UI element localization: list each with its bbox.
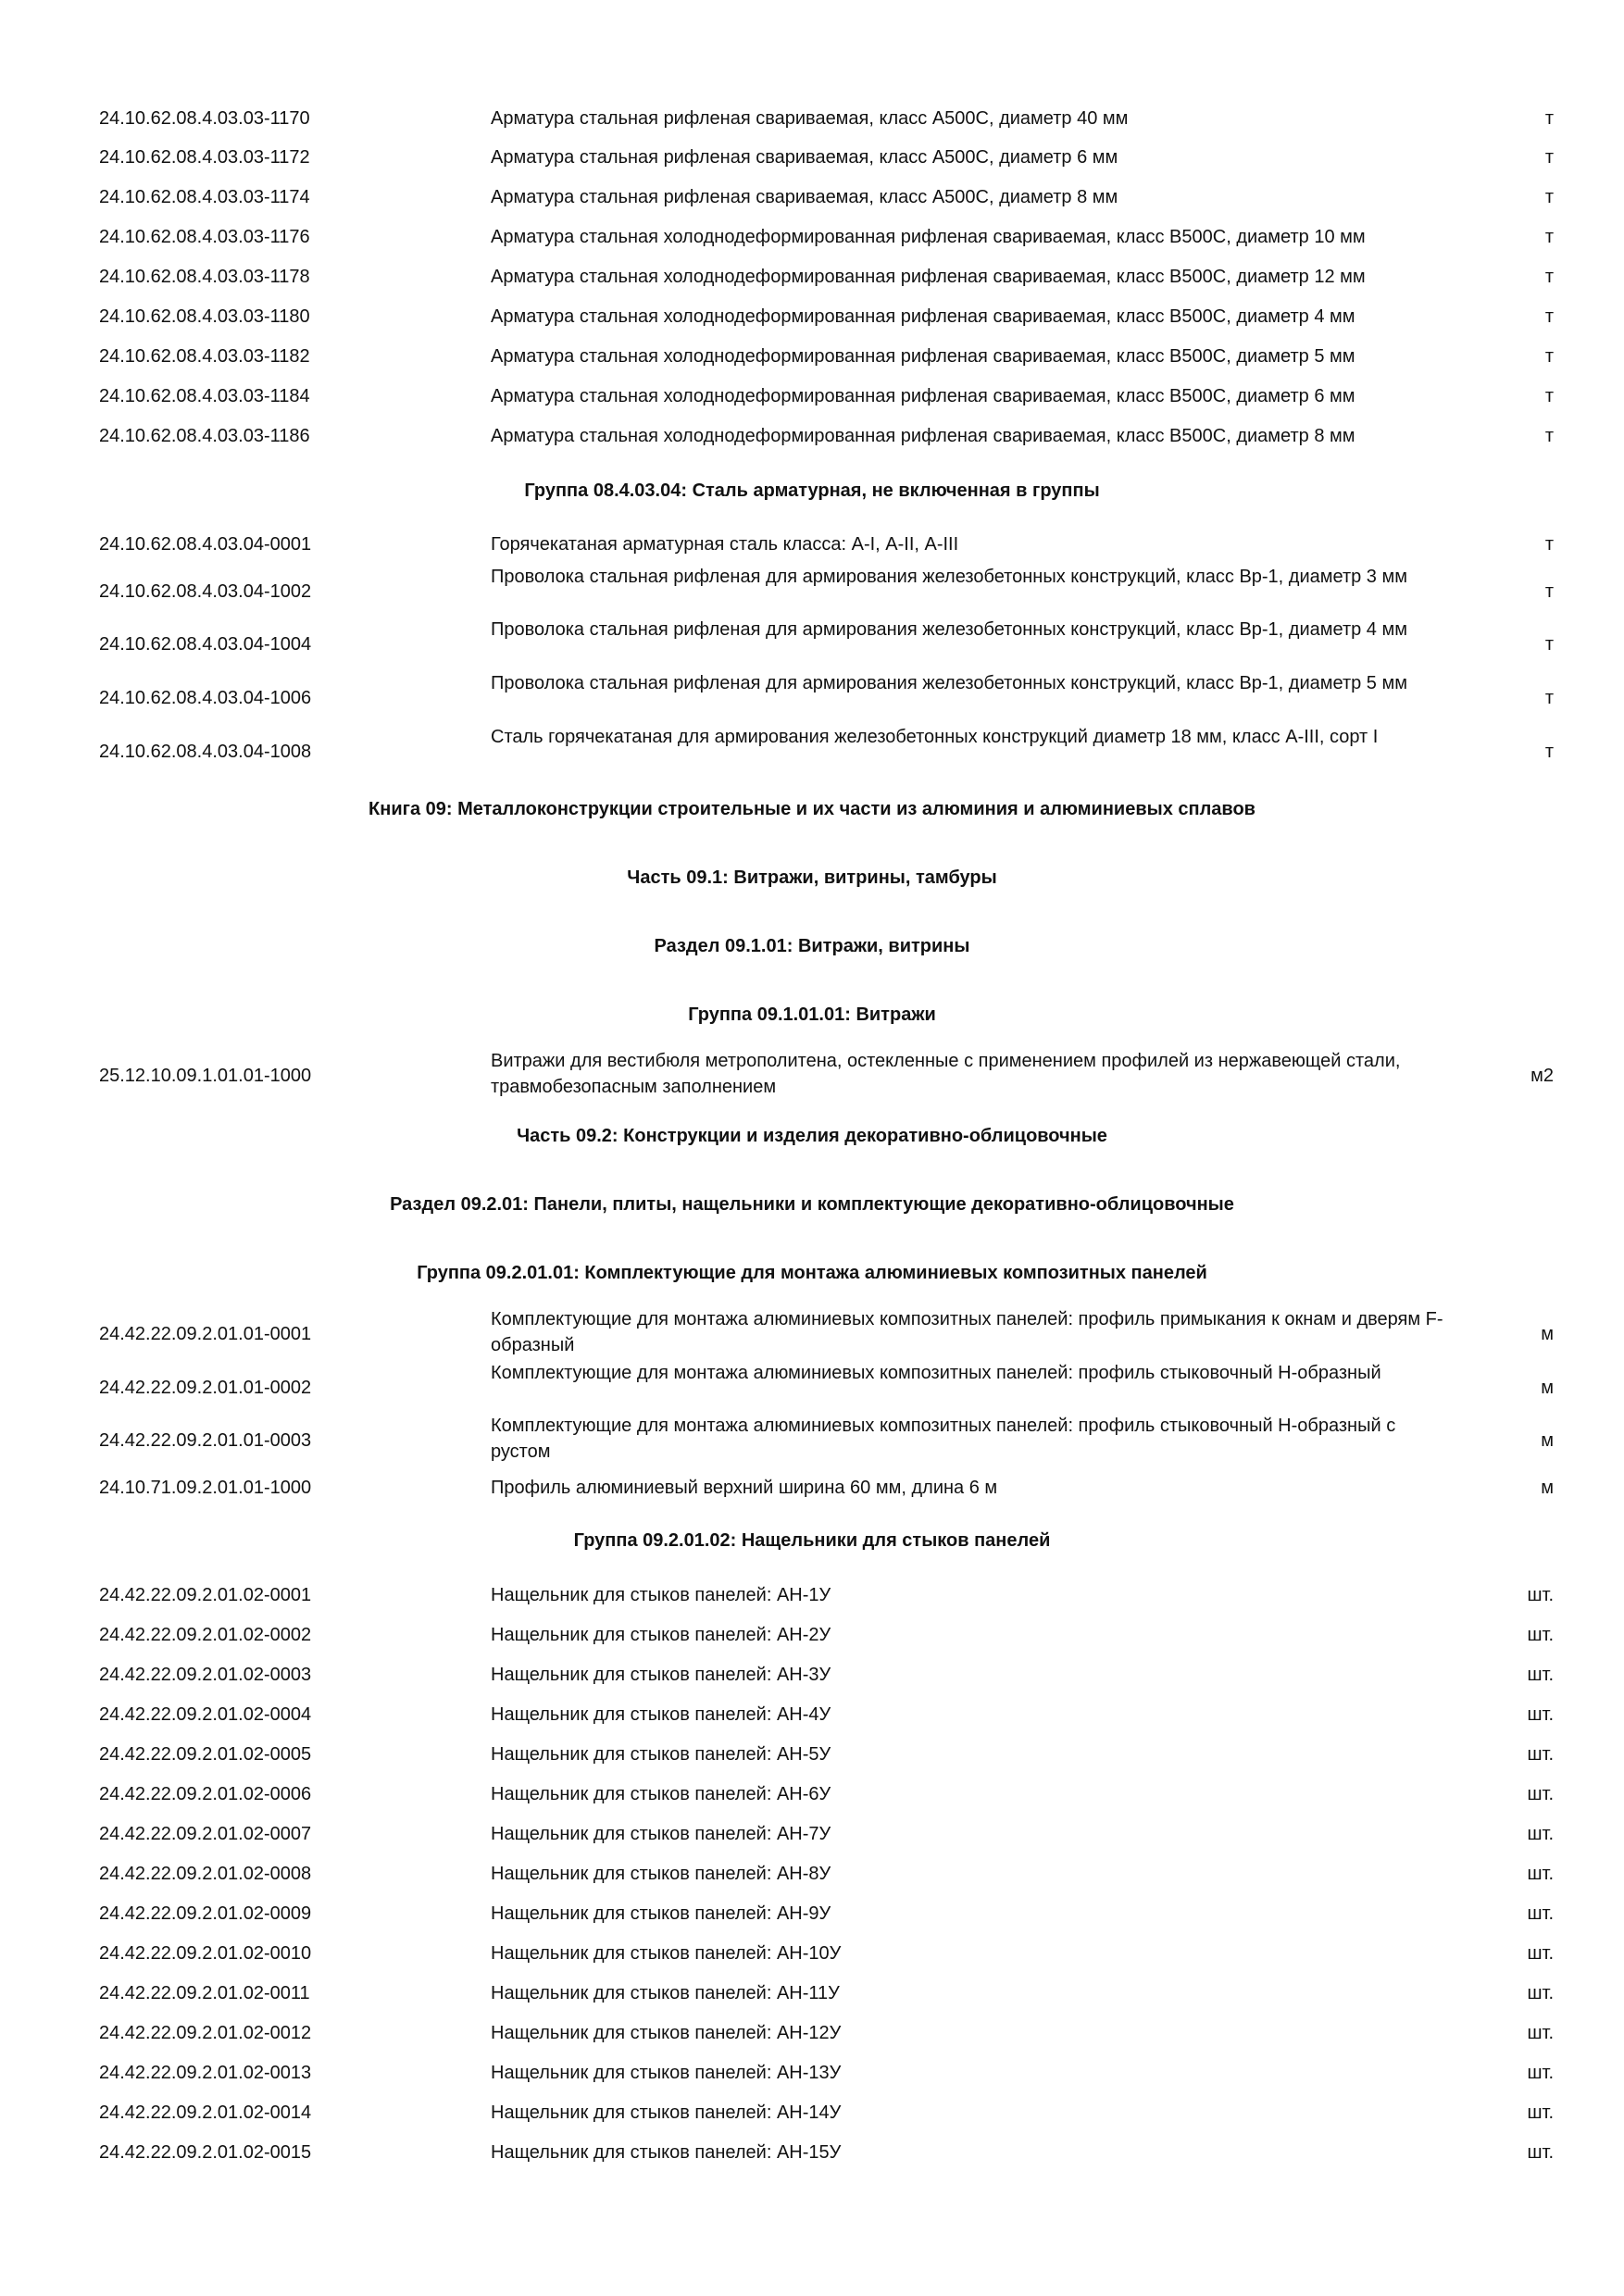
table-row-code: 24.42.22.09.2.01.02-0009 <box>99 1903 312 1924</box>
table-row-name: Нащельник для стыков панелей: АН-2У <box>491 1625 831 1645</box>
table-row-unit: т <box>1544 534 1554 555</box>
table-row-code: 24.10.62.08.4.03.03-1182 <box>99 346 310 367</box>
table-row-code: 24.42.22.09.2.01.02-0010 <box>99 1943 312 1964</box>
table-row-unit: м2 <box>1530 1066 1554 1086</box>
table-row-code: 24.10.62.08.4.03.03-1178 <box>99 267 310 287</box>
table-row-code: 24.10.62.08.4.03.03-1172 <box>99 147 310 168</box>
table-row-name: Нащельник для стыков панелей: АН-10У <box>491 1943 842 1964</box>
table-row-unit: т <box>1544 108 1554 129</box>
table-row-unit: шт. <box>1527 1744 1554 1765</box>
table-row-code: 24.42.22.09.2.01.02-0008 <box>99 1864 312 1884</box>
table-row-code: 24.42.22.09.2.01.01-0003 <box>99 1430 312 1451</box>
table-row-code: 24.10.62.08.4.03.04-1006 <box>99 688 312 708</box>
table-row-unit: т <box>1544 346 1554 367</box>
table-row-code: 24.42.22.09.2.01.02-0004 <box>99 1704 312 1725</box>
table-row-name: Комплектующие для монтажа алюминиевых композитных панелей: профиль стыковочный Н-образный <box>491 1363 1381 1383</box>
table-row-name: Горячекатаная арматурная сталь класса: А-I, А-II, А-III <box>491 534 959 555</box>
table-row-name: Нащельник для стыков панелей: АН-8У <box>491 1864 831 1884</box>
table-row-unit: т <box>1544 306 1554 327</box>
table-row-name: Арматура стальная холоднодеформированная рифленая свариваемая, класс В500С, диаметр 4 мм <box>491 306 1355 327</box>
group-heading: Группа 09.1.01.01: Витражи <box>688 1004 936 1025</box>
table-row-code: 24.10.62.08.4.03.03-1180 <box>99 306 310 327</box>
table-row-code: 24.42.22.09.2.01.02-0006 <box>99 1784 312 1804</box>
table-row-name: Нащельник для стыков панелей: АН-13У <box>491 2063 842 2083</box>
table-row-name: Нащельник для стыков панелей: АН-5У <box>491 1744 831 1765</box>
table-row-unit: шт. <box>1527 1903 1554 1924</box>
table-row-name: Арматура стальная холоднодеформированная рифленая свариваемая, класс В500С, диаметр 6 мм <box>491 386 1355 406</box>
table-row-unit: т <box>1544 147 1554 168</box>
table-row-unit: шт. <box>1527 2103 1554 2123</box>
table-row-code: 24.42.22.09.2.01.02-0011 <box>99 1983 310 2003</box>
table-row-unit: м <box>1541 1430 1554 1451</box>
table-row-code: 24.10.62.08.4.03.04-1004 <box>99 634 312 655</box>
book-heading: Книга 09: Металлоконструкции строительные и их части из алюминия и алюминиевых сплавов <box>369 799 1255 819</box>
table-row-name: Арматура стальная холоднодеформированная рифленая свариваемая, класс В500С, диаметр 12 мм <box>491 267 1366 287</box>
table-row-code: 24.42.22.09.2.01.02-0014 <box>99 2103 312 2123</box>
table-row-unit: м <box>1541 1378 1554 1398</box>
table-row-name: Нащельник для стыков панелей: АН-6У <box>491 1784 831 1804</box>
table-row-unit: м <box>1541 1324 1554 1344</box>
section-heading: Раздел 09.1.01: Витражи, витрины <box>654 936 970 956</box>
table-row-name: Нащельник для стыков панелей: АН-12У <box>491 2023 842 2043</box>
table-row-code: 24.42.22.09.2.01.02-0002 <box>99 1625 312 1645</box>
table-row-unit: шт. <box>1527 1943 1554 1964</box>
table-row-name: Арматура стальная холоднодеформированная рифленая свариваемая, класс В500С, диаметр 10 мм <box>491 227 1366 247</box>
table-row-unit: шт. <box>1527 1665 1554 1685</box>
group-heading: Группа 09.2.01.02: Нащельники для стыков панелей <box>573 1530 1051 1551</box>
table-row-unit: т <box>1544 267 1554 287</box>
table-row-name: Арматура стальная холоднодеформированная рифленая свариваемая, класс В500С, диаметр 5 мм <box>491 346 1355 367</box>
table-row-unit: т <box>1544 386 1554 406</box>
table-row-name: Нащельник для стыков панелей: АН-4У <box>491 1704 831 1725</box>
table-row-code: 24.42.22.09.2.01.02-0003 <box>99 1665 312 1685</box>
table-row-name: Нащельник для стыков панелей: АН-1У <box>491 1585 831 1605</box>
table-row-name: Арматура стальная холоднодеформированная рифленая свариваемая, класс В500С, диаметр 8 мм <box>491 426 1355 446</box>
table-row-code: 24.42.22.09.2.01.02-0001 <box>99 1585 312 1605</box>
table-row-code: 24.42.22.09.2.01.02-0012 <box>99 2023 312 2043</box>
table-row-code: 24.10.62.08.4.03.03-1186 <box>99 426 310 446</box>
table-row-unit: т <box>1544 742 1554 762</box>
table-row-code: 25.12.10.09.1.01.01-1000 <box>99 1066 312 1086</box>
table-row-code: 24.10.62.08.4.03.04-1002 <box>99 581 312 602</box>
table-row-unit: шт. <box>1527 1864 1554 1884</box>
table-row-code: 24.10.62.08.4.03.04-0001 <box>99 534 312 555</box>
table-row-unit: шт. <box>1527 1983 1554 2003</box>
table-row-name: Витражи для вестибюля метрополитена, остекленные с применением профилей из нержавеющей стали, травмобезопасным заполнением <box>491 1051 1401 1097</box>
table-row-name: Проволока стальная рифленая для армирования железобетонных конструкций, класс Вр-1, диаметр 5 мм <box>491 673 1407 693</box>
table-row-unit: т <box>1544 187 1554 207</box>
table-row-code: 24.42.22.09.2.01.02-0005 <box>99 1744 312 1765</box>
table-row-code: 24.10.62.08.4.03.03-1176 <box>99 227 310 247</box>
table-row-name: Нащельник для стыков панелей: АН-9У <box>491 1903 831 1924</box>
table-row-code: 24.10.71.09.2.01.01-1000 <box>99 1478 312 1498</box>
table-row-code: 24.42.22.09.2.01.02-0013 <box>99 2063 312 2083</box>
table-row-unit: шт. <box>1527 2142 1554 2163</box>
table-row-code: 24.10.62.08.4.03.03-1174 <box>99 187 310 207</box>
table-row-unit: т <box>1544 426 1554 446</box>
table-row-unit: шт. <box>1527 1784 1554 1804</box>
table-row-unit: шт. <box>1527 1704 1554 1725</box>
group-heading: Группа 08.4.03.04: Сталь арматурная, не включенная в группы <box>524 480 1100 501</box>
part-heading: Часть 09.2: Конструкции и изделия декоративно-облицовочные <box>517 1126 1107 1146</box>
table-row-name: Нащельник для стыков панелей: АН-11У <box>491 1983 840 2003</box>
table-row-name: Нащельник для стыков панелей: АН-3У <box>491 1665 831 1685</box>
group-heading: Группа 09.2.01.01: Комплектующие для монтажа алюминиевых композитных панелей <box>417 1263 1207 1283</box>
table-row-unit: шт. <box>1527 1585 1554 1605</box>
table-row-name: Арматура стальная рифленая свариваемая, класс А500С, диаметр 40 мм <box>491 108 1129 129</box>
table-row-name: Нащельник для стыков панелей: АН-14У <box>491 2103 842 2123</box>
table-row-unit: шт. <box>1527 2063 1554 2083</box>
table-row-code: 24.42.22.09.2.01.02-0007 <box>99 1824 312 1844</box>
table-row-unit: т <box>1544 227 1554 247</box>
table-row-code: 24.42.22.09.2.01.01-0002 <box>99 1378 312 1398</box>
table-row-unit: шт. <box>1527 2023 1554 2043</box>
table-row-code: 24.42.22.09.2.01.01-0001 <box>99 1324 312 1344</box>
table-row-code: 24.10.62.08.4.03.03-1184 <box>99 386 310 406</box>
table-row-name: Арматура стальная рифленая свариваемая, класс А500С, диаметр 6 мм <box>491 147 1118 168</box>
table-row-code: 24.10.62.08.4.03.03-1170 <box>99 108 310 129</box>
table-row-unit: т <box>1544 634 1554 655</box>
table-row-unit: т <box>1544 688 1554 708</box>
table-row-unit: т <box>1544 581 1554 602</box>
table-row-unit: шт. <box>1527 1625 1554 1645</box>
table-row-name: Комплектующие для монтажа алюминиевых композитных панелей: профиль стыковочный Н-образный с рустом <box>491 1416 1396 1462</box>
table-row-name: Нащельник для стыков панелей: АН-15У <box>491 2142 842 2163</box>
table-row-code: 24.10.62.08.4.03.04-1008 <box>99 742 312 762</box>
table-row-name: Проволока стальная рифленая для армирования железобетонных конструкций, класс Вр-1, диаметр 3 мм <box>491 567 1407 587</box>
table-row-name: Арматура стальная рифленая свариваемая, класс А500С, диаметр 8 мм <box>491 187 1118 207</box>
table-row-name: Профиль алюминиевый верхний ширина 60 мм, длина 6 м <box>491 1478 998 1498</box>
table-row-unit: м <box>1541 1478 1554 1498</box>
table-row-name: Сталь горячекатаная для армирования железобетонных конструкций диаметр 18 мм, класс А-III, сорт I <box>491 727 1379 747</box>
table-row-code: 24.42.22.09.2.01.02-0015 <box>99 2142 312 2163</box>
table-row-name: Проволока стальная рифленая для армирования железобетонных конструкций, класс Вр-1, диаметр 4 мм <box>491 619 1407 640</box>
table-row-name: Нащельник для стыков панелей: АН-7У <box>491 1824 831 1844</box>
table-row-unit: шт. <box>1527 1824 1554 1844</box>
part-heading: Часть 09.1: Витражи, витрины, тамбуры <box>627 867 997 888</box>
table-row-name: Комплектующие для монтажа алюминиевых композитных панелей: профиль примыкания к окнам и дверям F-образный <box>491 1309 1443 1355</box>
section-heading: Раздел 09.2.01: Панели, плиты, нащельники и комплектующие декоративно-облицовочные <box>390 1194 1234 1215</box>
